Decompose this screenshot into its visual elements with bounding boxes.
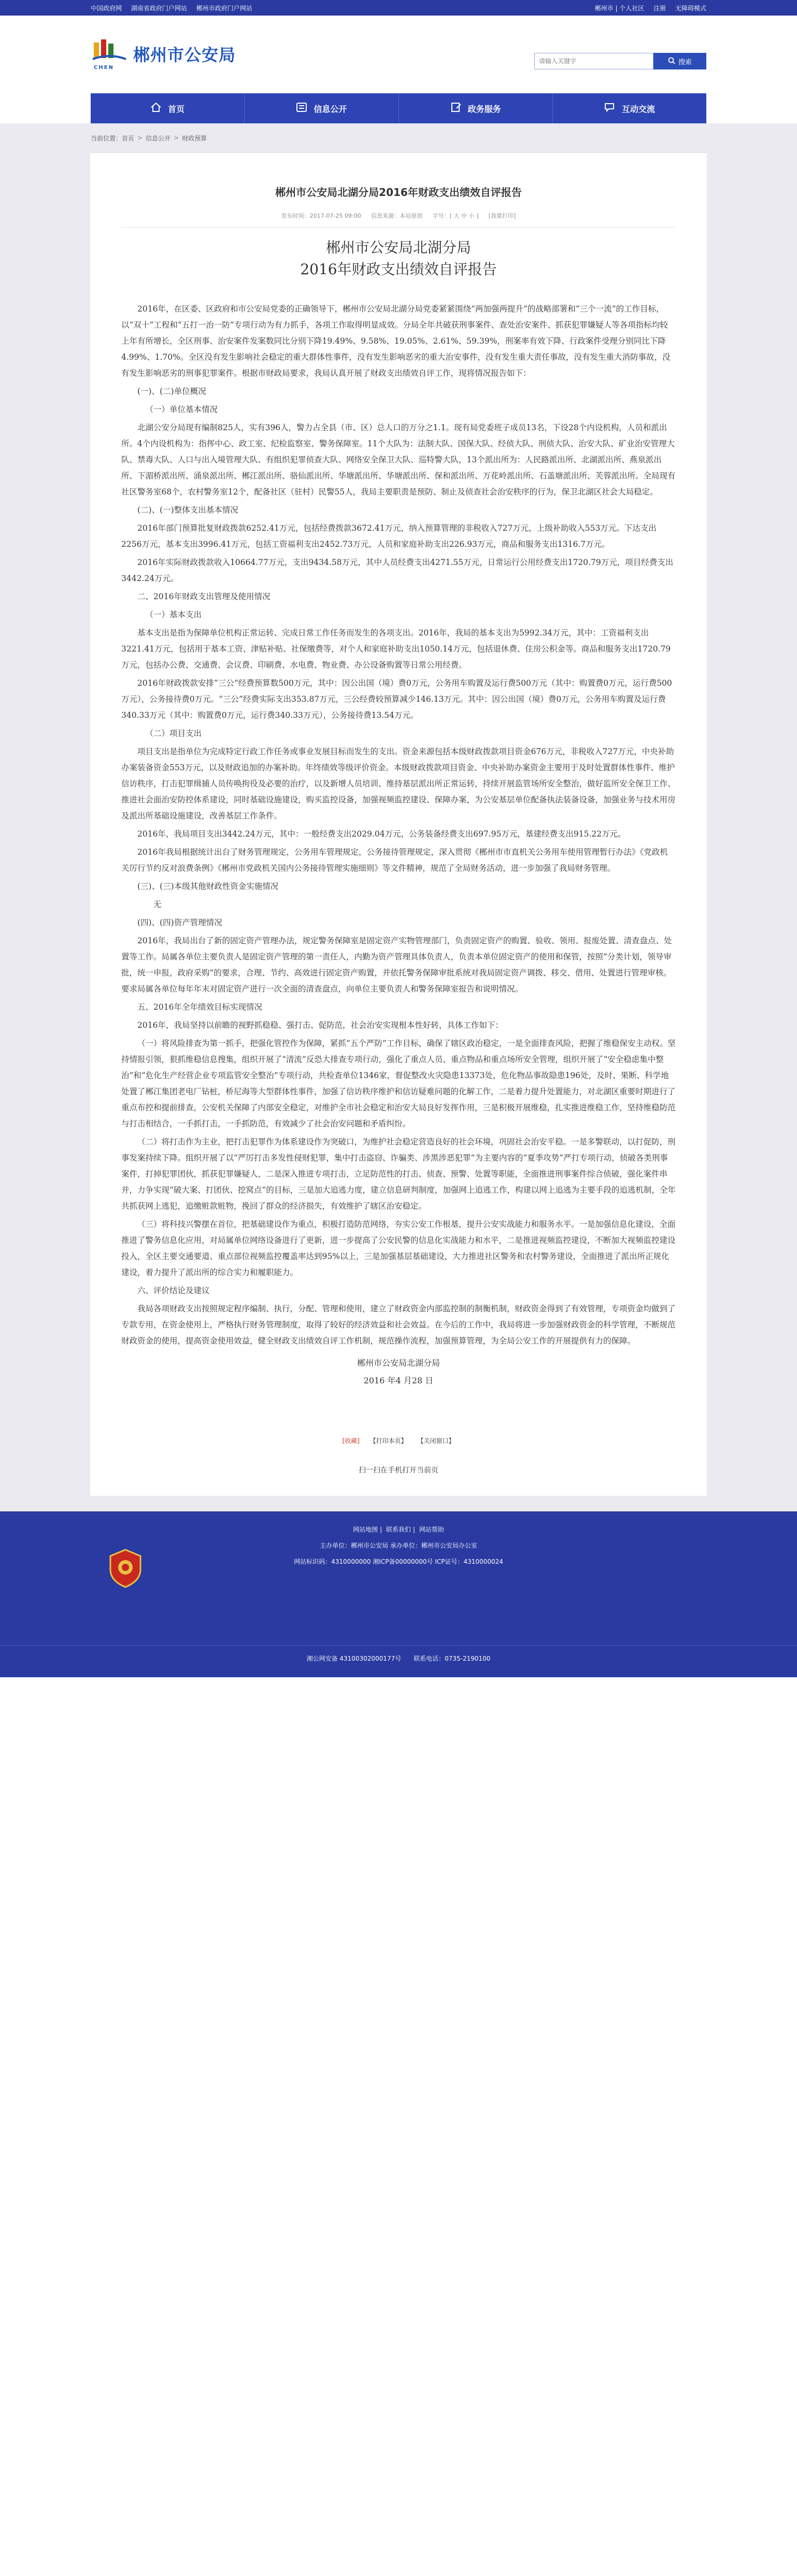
nav-label: 互动交流 <box>621 104 655 114</box>
breadcrumb-budget[interactable]: 财政预算 <box>182 134 207 142</box>
body-paragraph: 2016年我局根据统计出台了财务管理规定，公务用车管理规定，公务接待管理规定，深入贯彻《郴州市市直机关公务用车使用管理暂行办法》《党政机关厉行节约反对浪费条例》《郴州市党政机关国内公务接待管理实施细则》等文件精神，规范了全局财务活动，进一步加强了我局财务管理。 <box>121 847 668 873</box>
mobile-qr-hint: 扫一扫在手机打开当前页 <box>359 1466 438 1475</box>
section-heading: （一）基本支出 <box>145 610 202 619</box>
search-button[interactable] <box>653 53 706 69</box>
footer-links: 网站地图 | 联系我们 | 网站帮助 <box>353 1526 444 1533</box>
breadcrumb-home[interactable]: 首页 <box>122 134 135 142</box>
top-right-links <box>588 4 706 12</box>
signoff-date: 2016 年4 月28 日 <box>363 1376 434 1385</box>
close-window-button[interactable]: 【关闭窗口】 <box>417 1437 455 1445</box>
article-meta <box>121 211 676 228</box>
nav-item-service[interactable] <box>399 93 553 123</box>
accessibility-link[interactable]: 无障碍模式 <box>675 4 706 12</box>
document-heading-line2: 2016年财政支出绩效自评报告 <box>300 261 497 278</box>
section-heading: （一）单位基本情况 <box>145 405 218 414</box>
section-heading: (三)、(三)本级其他财政性资金实施情况 <box>137 882 279 891</box>
font-size-control[interactable]: 字号：[ 大 中 小 ] <box>432 213 479 219</box>
article-title: 郴州市公安局北湖分局2016年财政支出绩效自评报告 <box>275 186 522 199</box>
nav-item-info[interactable] <box>245 93 398 123</box>
article-actions <box>121 1436 676 1445</box>
footer-link-contact[interactable]: 联系我们 <box>386 1526 411 1533</box>
body-paragraph: 2016年部门预算批复财政拨款6252.41万元，包括经费拨款3672.41万元，纳入预算管理的非税收入727万元，上级补助收入553万元。下达支出2256万元，基本支出3996.41万元，包括工资福利支出2452.73万元，人员和家庭补助支出226.93万元，商品和服务支出1316.7万元。 <box>121 523 657 549</box>
document-heading-line1: 郴州市公安局北湖分局 <box>325 239 471 256</box>
publish-date: 发布时间：2017-07-25 09:00 <box>281 213 361 219</box>
info-icon <box>296 102 307 115</box>
nav-item-interact[interactable] <box>553 93 706 123</box>
nav-label: 信息公开 <box>314 104 347 114</box>
footer-contact: 联系电话：0735-2190100 <box>414 1655 491 1662</box>
top-links <box>91 4 260 12</box>
police-emblem-icon <box>106 1548 145 1589</box>
document-heading <box>121 237 676 280</box>
body-paragraph: （一）将风险排查为第一抓手，把强化管控作为保障，紧抓“五个严防”工作目标，确保了辖区政治稳定，一是全面排查风险，把握了维稳保安主动权。坚持情报引领，狠抓维稳信息搜集，组织开展了“清流”反恐大排查专项行动，强化了重点人员、重点物品和重点场所安全管理，组织开展了“安全稳虑集中整治”和“危化生产经营企业专项监管安全整治”专项行动，共检查单位1346家，督促整改火灾隐患13373处，危化物品事故隐患196处，及时、果断、科学地处置了郴江集团老电厂钻桩，桥尼海等大型群体性事件，加强了信访秩序维护和信访疑难问题的化解工作，二是着力提升处置能力，对北湖区重要时期进行了重点布控和提前排查，公安机关保障了内部安全稳定，对维护全市社会稳定和治安大局良好发挥作用，三是积极开展维稳，扎实推进维稳工作，坚持维稳防范与打击相结合，一手抓打击，一手抓防范，有效减少了社会治安问题和矛盾纠纷。 <box>121 1039 676 1128</box>
policy-icon <box>450 102 462 115</box>
footer-bottom <box>0 1645 797 1663</box>
site-header <box>91 16 706 93</box>
nav-item-home[interactable] <box>91 93 245 123</box>
logo-sub-text: CHEN <box>94 65 114 70</box>
chat-icon <box>604 102 616 115</box>
top-link-hunan[interactable]: 湖南省政府门户网站 <box>131 4 187 12</box>
content-wrapper <box>0 123 797 1511</box>
top-link-gov[interactable]: 中国政府网 <box>91 4 122 12</box>
top-bar <box>0 0 797 16</box>
body-paragraph: 北湖公安分局现有编制825人，实有396人，警力占全县（市、区）总人口的万分之1.1。现有局党委班子成员13名，下设28个内设机构，人员和派出所。4个内设机构为：指挥中心、政工室、纪检监察室、警务保障室。11个大队为：法制大队、国保大队、经侦大队、刑侦大队、治安大队、矿业治安管理大队、禁毒大队、人口与出入境管理大队、有组织犯罪侦查大队、网络安全保卫大队、巡特警大队，13个派出所为：人民路派出所、北湖派出所、燕泉派出所、下湄桥派出所、涌泉派出所、郴江派出所、骆仙派出所、华塘派出所、华塘派出所、保和派出所、万花岭派出所、石盖塘派出所、芙蓉派出所。全局现有社区警务室68个，农村警务室12个，配备社区（驻村）民警55人，我局主要职责是预防、制止及侦查社会治安秩序的行为，保卫北湖区社会大局稳定。 <box>121 423 676 497</box>
main-nav <box>91 93 706 123</box>
article-body <box>121 301 676 1349</box>
nav-label: 政务服务 <box>467 104 501 114</box>
section-heading: 二、2016年财政支出管理及使用情况 <box>137 592 271 601</box>
print-page-button[interactable]: 【打印本页】 <box>369 1437 407 1445</box>
body-paragraph: 我局各项财政支出按照规定程序编制、执行，分配、管理和使用，建立了财政资金内部监控制的制衡机制，财政资金得到了有效管理，专项资金均做到了专款专用，在资金使用上，严格执行财务管理制度，取得了较好的经济效益和社会效益。在今后的工作中，我局将进一步加强财政资金的科学管理，不断规范财政资金的使用，提高资金使用效益，健全财政支出绩效自评工作机制，规范操作流程，加强预算管理，为全局公安工作的开展提供有力的保障。 <box>121 1304 676 1346</box>
breadcrumb <box>91 123 706 152</box>
section-heading: (四)、(四)资产管理情况 <box>137 918 222 927</box>
print-link[interactable]: [我要打印] <box>488 213 516 219</box>
body-paragraph: 基本支出是指为保障单位机构正常运转、完成日常工作任务而发生的各项支出。2016年，我局的基本支出为5992.34万元，其中：工资福利支出3221.41万元，包括用于基本工资、津贴补贴、社保缴费等，对个人和家庭补助支出1050.14万元，包括退休费、住房公积金等。商品和服务支出1720.79万元，包括办公费、交通费、会议费、印刷费、水电费、物业费、办公设备购置等日常公用经费。 <box>121 628 671 670</box>
search-input[interactable] <box>534 53 653 69</box>
article-source: 信息来源：本站原创 <box>371 213 423 219</box>
footer-link-sitemap[interactable]: 网站地图 <box>353 1526 378 1533</box>
section-heading: （二）项目支出 <box>145 729 202 738</box>
article-signoff <box>121 1354 676 1390</box>
body-paragraph: 无 <box>153 900 162 909</box>
register-link[interactable]: 注册 <box>653 4 666 12</box>
body-paragraph: 2016年实际财政拨款收入10664.77万元，支出9434.58万元，其中人员经费支出4271.55万元，日常运行公用经费支出1720.79万元，项目经费支出3442.24万元。 <box>121 558 674 583</box>
site-footer <box>0 1511 797 1677</box>
body-paragraph: 2016年，我局出台了新的固定资产管理办法，规定警务保障室是固定资产实物管理部门，负责固定资产的购置、验收、领用、报废处置、清查盘点、处置等工作。局属各单位主要负责人是固定资产管理的第一责任人，内勤为资产管理具体负责人，负责本单位固定资产的使用和保管，按照“分类计划，领导审批，统一申报，政府采购”的要求，合理、节约、高效进行固定资产购置，并依托警务保障审批系统对我局固定资产调拨、移交、借用、处置进行管理审核。要求局属各单位每年年末对固定资产进行一次全面的清查盘点，向单位主要负责人和警务保障室报告和说明情况。 <box>121 936 672 994</box>
home-icon <box>150 102 162 115</box>
body-paragraph: 项目支出是指单位为完成特定行政工作任务或事业发展目标而发生的支出。资金来源包括本级财政拨款项目资金676万元，非税收入727万元，中央补助办案装备资金553万元，以及财政追加的办案补助。年终绩效等级评价资金。本级财政拨款项目资金、中央补助办案资金主要用于及时处置群体性事件、维护信访秩序，打击犯罪缉捕人员传唤拘役及必要的治疗，以及新增人员培训、维持基层派出所正常运转，持续开展监管场所安全整治，做好监所安全保卫工作、推进社会面治安防控体系建设，同时基础设施建设，购买监控设备，加强视频监控建设、保障办案，为公安基层单位配备执法装备设备，加强业务与技术用房及派出所基础设施建设，改善基层工作条件。 <box>121 747 676 820</box>
footer-link-help[interactable]: 网站帮助 <box>419 1526 444 1533</box>
article-panel <box>90 152 707 1496</box>
body-paragraph: 2016年，我局项目支出3442.24万元，其中：一般经费支出2029.04万元，公务装备经费支出697.95万元，基建经费支出915.22万元。 <box>137 829 626 839</box>
body-paragraph: 2016年财政拨款安排“三公”经费预算数500万元，其中：因公出国（境）费0万元，公务用车购置及运行费500万元（其中：购置费0万元，运行费500万元），公务接待费0万元。“三公”经费实际支出353.87万元，三公经费较预算减少146.13万元。其中：因公出国（境）费0万元，公务用车购置及运行费340.33万元（其中：购置费0万元，运行费340.33万元），公务接待费13.54万元。 <box>121 678 672 720</box>
user-community-link[interactable]: 郴州市 | 个人社区 <box>594 4 645 12</box>
section-heading: (二)、(一)整体支出基本情况 <box>137 505 238 515</box>
footer-host: 主办单位：郴州市公安局 承办单位：郴州市公安局办公室 <box>320 1542 477 1549</box>
site-title: 郴州市公安局 <box>133 45 236 65</box>
search-button-label: 搜索 <box>678 58 692 66</box>
top-link-chenzhou[interactable]: 郴州市政府门户网站 <box>196 4 252 12</box>
breadcrumb-info[interactable]: 信息公开 <box>146 134 171 142</box>
logo-emblem-icon <box>91 37 128 70</box>
signoff-org: 郴州市公安局北湖分局 <box>357 1358 440 1368</box>
body-paragraph: 2016年，在区委、区政府和市公安局党委的正确领导下，郴州市公安局北湖分局党委紧紧围绕“两加强两提升”的战略部署和“三个一流”的工作目标，以“双十”工程和“五打一治一防”专项行动为有力抓手，各项工作取得明显成效。分局全年共破获刑事案件、查处治安案件、抓获犯罪嫌疑人等各项指标均较上年有所增长，全区刑事、治安案件发案数同比分别下降19.49%、9.58%、19.05%、2.61%、59.39%，刑案率有效下降、行政案件受理分别同比下降4.99%、1.70%。全区没有发生影响社会稳定的重大群体性事件，没有发生影响恶劣的重大治安事件，没有发生重大责任事故，没有发生重大消防事故，没有发生影响恶劣的刑事犯罪案件。根据市财政局要求，我局认真开展了财政支出绩效自评工作，现将情况报告如下： <box>121 304 671 378</box>
breadcrumb-prefix: 当前位置： <box>91 134 122 142</box>
breadcrumb-separator: > <box>137 134 143 141</box>
footer-icp: 网站标识码：4310000000 湘ICP备00000000号 ICP证号：4310000024 <box>294 1558 503 1565</box>
body-paragraph: （二）将打击作为主业，把打击犯罪作为体系建设作为突破口，为维护社会稳定营造良好的社会环境，巩固社会治安平稳。一是多警联动，以打促防，刑事发案持续下降。组织开展了以“严厉打击多发性侵财犯罪，集中打击盗窃、诈骗类、涉黑涉恶犯罪”为主要内容的“夏季攻势”严打专项行动，侦破各类刑事案件，打掉犯罪团伙，抓获犯罪嫌疑人，二是深入推进专项打击，立足防范性的打击、侦查、预警、处置等职能，全面推进刑事案件综合侦破，强化案件串并，力争实现“破大案、打团伙、挖窝点”的目标，三是加大追逃力度，建立信息研判制度，加强网上追逃工作，构建以网上追逃为主要手段的追逃机制，全年共抓获网上逃犯，追缴赃款赃物，挽回了群众的经济损失，有效维护了辖区治安稳定。 <box>121 1137 676 1211</box>
nav-label: 首页 <box>168 104 185 114</box>
section-heading: 五、2016年全年绩效目标实现情况 <box>137 1002 262 1012</box>
collect-button[interactable]: [收藏] <box>342 1437 360 1445</box>
section-heading: 六、评价结论及建议 <box>137 1286 210 1295</box>
body-paragraph: 2016年，我局坚持以前瞻的视野抓稳稳、强打击、促防范，社会治安实现根本性好转，具体工作如下： <box>137 1021 503 1030</box>
body-paragraph: （三）将科技兴警摆在首位，把基础建设作为重点，积极打造防范网络，夯实公安工作根基，提升公安实战能力和服务水平。一是加强信息化建设，全面推进了警务信息化应用，对局属单位网络设备进行了更新，进一步提高了公安民警的信息化实战能力和水平，二是推进视频监控建设，不断加大视频监控建设投入，全区主要交通要道、重点部位视频监控覆盖率达到95%以上，三是加强基层基础建设，大力推进社区警务和农村警务建设，全面推进了派出所正规化建设，着力提升了派出所的综合实力和履职能力。 <box>121 1220 676 1277</box>
site-logo[interactable] <box>91 37 236 70</box>
search-icon <box>668 57 675 66</box>
search-bar <box>534 53 706 69</box>
breadcrumb-separator: > <box>174 134 179 141</box>
footer-record: 湘公网安备 43100302000177号 <box>306 1655 402 1662</box>
section-heading: (一)、(二)单位概况 <box>137 387 206 396</box>
